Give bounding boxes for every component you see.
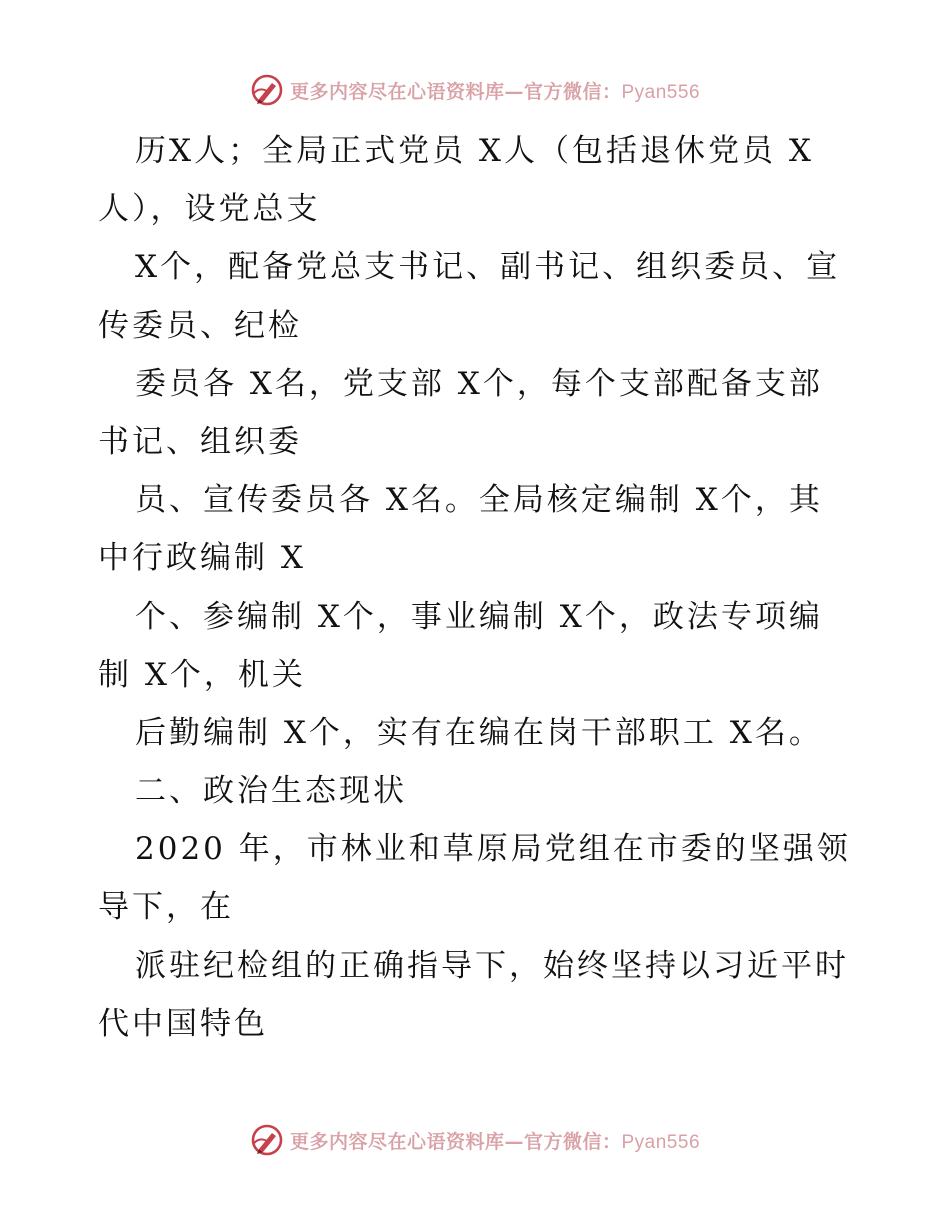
footer-watermark — [0, 1120, 950, 1160]
body-line: 代中国特色 — [98, 1005, 268, 1042]
section-heading: 二、政治生态现状 — [135, 773, 407, 810]
body-line: 传委员、纪检 — [98, 307, 302, 344]
watermark-text: 更多内容尽在心语资料库—官方微信：Pyan556 — [289, 1130, 701, 1153]
body-line: 2020 年，市林业和草原局党组在市委的坚强领 — [135, 831, 851, 868]
pen-logo-icon — [250, 1123, 284, 1157]
body-line: 员、宣传委员各 X名。全局核定编制 X个，其 — [135, 482, 823, 519]
body-line: 委员各 X名，党支部 X个，每个支部配备支部 — [135, 365, 823, 402]
body-line: 制 X个，机关 — [98, 656, 306, 693]
body-line: 历X人；全局正式党员 X人（包括退休党员 X — [135, 133, 814, 169]
document-body — [98, 122, 858, 1053]
body-line: X个，配备党总支书记、副书记、组织委员、宣 — [135, 249, 841, 286]
body-line: 书记、组织委 — [98, 423, 302, 460]
header-watermark — [0, 70, 950, 110]
body-line: 派驻纪检组的正确指导下，始终坚持以习近平时 — [135, 947, 849, 984]
pen-logo-icon — [250, 73, 284, 107]
body-line: 人），设党总支 — [98, 191, 321, 228]
body-line: 导下，在 — [98, 889, 234, 926]
body-line: 中行政编制 X — [98, 540, 306, 577]
watermark-text: 更多内容尽在心语资料库—官方微信：Pyan556 — [289, 80, 701, 103]
body-line: 个、参编制 X个，事业编制 X个，政法专项编 — [135, 598, 823, 635]
body-line: 后勤编制 X个，实有在编在岗干部职工 X名。 — [135, 714, 823, 751]
